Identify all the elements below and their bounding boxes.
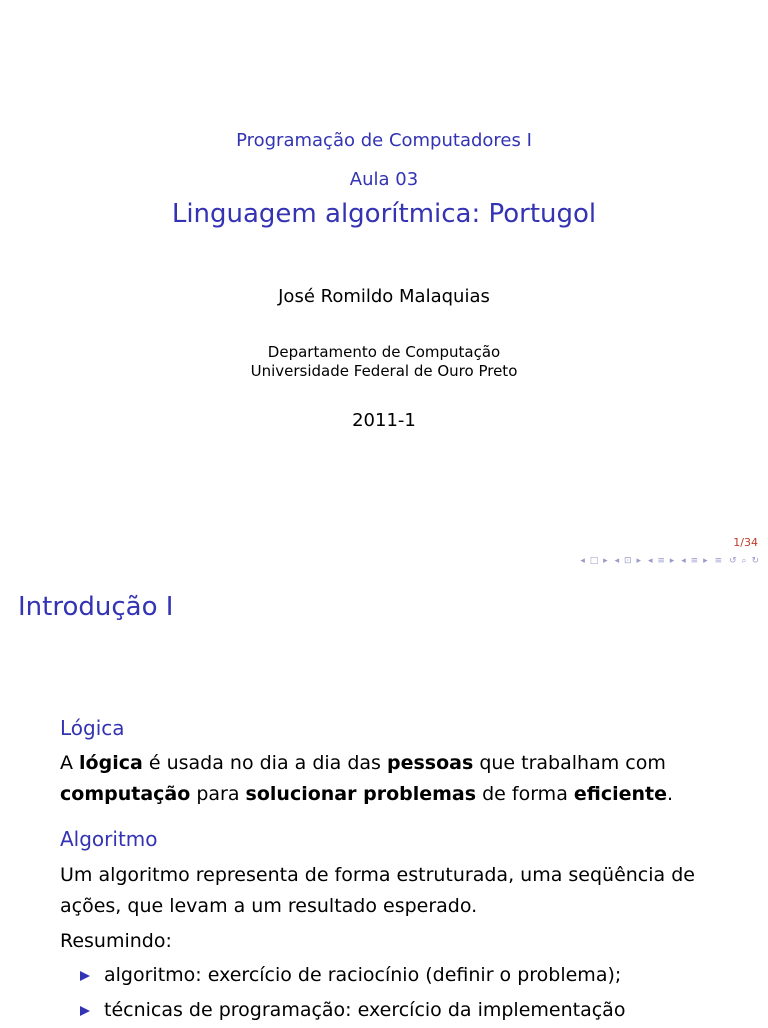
bullet-list	[80, 958, 625, 1028]
list-item	[80, 993, 625, 1028]
text: que trabalham com	[473, 752, 666, 774]
beamer-navigation-bar	[580, 556, 760, 566]
list-item	[80, 958, 625, 993]
text: é usada no dia a dia das	[142, 752, 387, 774]
text-line: Um algoritmo representa de forma estruturada, uma seqüência de	[60, 864, 695, 886]
triangle-bullet-icon	[80, 1006, 90, 1016]
university-name: Universidade Federal de Ouro Preto	[250, 362, 518, 380]
text: de forma	[476, 783, 574, 805]
bold-term: solucionar problemas	[245, 783, 477, 805]
nav-document-icon[interactable]: ≡	[714, 556, 724, 566]
bold-term: lógica	[79, 752, 143, 774]
text-line: ações, que levam a um resultado esperado.	[60, 895, 478, 917]
nav-section2-icon[interactable]: ◂ ≡ ▸	[681, 556, 709, 566]
text: .	[667, 783, 674, 805]
resumindo-label: Resumindo:	[60, 930, 172, 952]
nav-frame-icon[interactable]: ◂ □ ▸	[580, 556, 609, 566]
course-name: Programação de Computadores I	[236, 130, 532, 151]
bold-term: eficiente	[573, 783, 668, 805]
logica-paragraph	[60, 748, 740, 810]
nav-section-icon[interactable]: ◂ ≡ ▸	[647, 556, 676, 566]
text: para	[190, 783, 246, 805]
list-item-text: técnicas de programação: exercício da implementação	[104, 999, 626, 1021]
list-item-text: algoritmo: exercício de raciocínio (definir o problema);	[104, 964, 622, 986]
block-title-algoritmo: Algoritmo	[60, 827, 158, 851]
frame-title: Introdução I	[18, 592, 174, 622]
year: 2011-1	[352, 410, 416, 431]
text: A	[60, 752, 80, 774]
page-number: 1/34	[733, 536, 758, 549]
presentation-title: Linguagem algorítmica: Portugol	[171, 199, 597, 229]
lesson-number: Aula 03	[349, 169, 419, 190]
nav-subsection-icon[interactable]: ◂ ⊡ ▸	[614, 556, 642, 566]
triangle-bullet-icon	[80, 971, 90, 981]
author-name: José Romildo Malaquias	[278, 286, 490, 307]
nav-search-icon[interactable]: ↺ ⌕ ↻	[729, 556, 760, 566]
algoritmo-paragraph	[60, 860, 740, 922]
block-title-logica: Lógica	[60, 716, 125, 740]
bold-term: pessoas	[386, 752, 474, 774]
bold-term: computação	[60, 783, 191, 805]
department-name: Departamento de Computação	[267, 343, 501, 361]
intro-slide	[0, 576, 768, 1024]
